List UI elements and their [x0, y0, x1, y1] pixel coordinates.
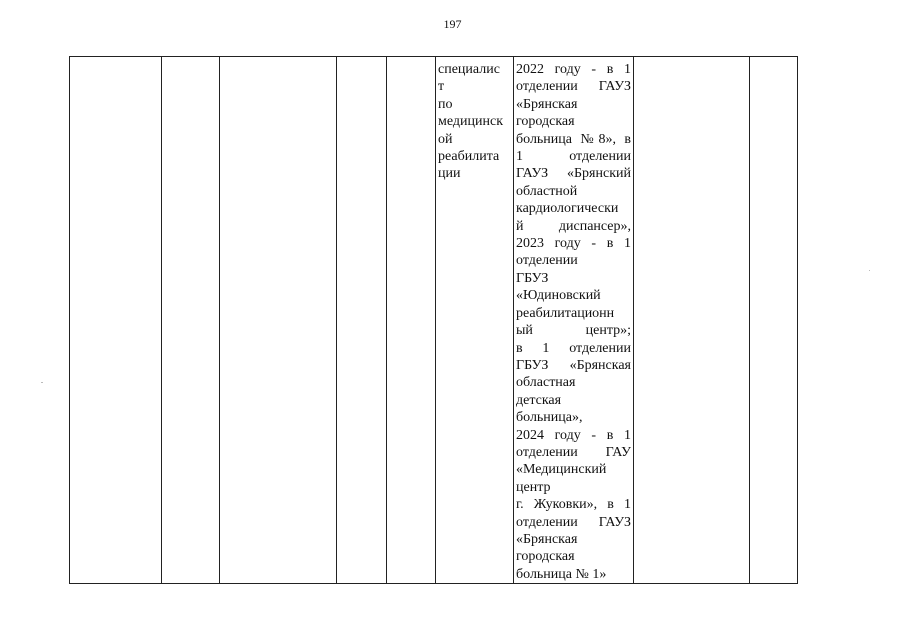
- text-line: больница»,: [516, 410, 583, 426]
- table-cell-col3: [220, 57, 337, 584]
- text-line: «Брянская: [516, 531, 578, 547]
- text-line: больница №8», в: [516, 131, 631, 147]
- text-line: областная: [516, 375, 576, 391]
- text-line: ый центр»;: [516, 323, 631, 339]
- text-line: медицинск: [438, 114, 503, 130]
- schedule-text: [514, 57, 633, 583]
- table-cell-col8: [634, 57, 750, 584]
- text-line: в 1 отделении: [516, 340, 631, 356]
- text-line: й диспансер»,: [516, 218, 631, 234]
- table-cell-col1: [70, 57, 162, 584]
- scan-speck: [41, 382, 43, 383]
- text-line: 2024 году - в 1: [516, 427, 631, 443]
- text-line: кардиологически: [516, 201, 619, 217]
- text-line: «Медицинский: [516, 462, 607, 478]
- text-line: 2023 году - в 1: [516, 236, 631, 252]
- table-cell-schedule: [514, 57, 634, 584]
- text-line: «Юдиновский: [516, 288, 601, 304]
- table-cell-col2: [162, 57, 220, 584]
- table-cell-col5: [387, 57, 436, 584]
- text-line: по: [438, 96, 453, 112]
- text-line: специалис: [438, 62, 500, 77]
- text-line: ГБУЗ «Брянская: [516, 357, 631, 373]
- text-line: 1 отделении: [516, 149, 631, 165]
- position-text: [436, 57, 513, 183]
- text-line: детская: [516, 392, 562, 408]
- text-line: ой: [438, 131, 453, 147]
- text-line: городская: [516, 114, 575, 130]
- document-table: [69, 56, 798, 584]
- text-line: 2022 году - в 1: [516, 62, 631, 77]
- text-line: больница № 1»: [516, 566, 607, 582]
- text-line: областной: [516, 183, 578, 199]
- text-line: отделении ГАУЗ: [516, 514, 631, 530]
- table-cell-position: [436, 57, 514, 584]
- text-line: центр: [516, 479, 551, 495]
- text-line: отделении ГАУЗ: [516, 79, 631, 95]
- text-line: т: [438, 79, 445, 95]
- table-cell-col9: [750, 57, 798, 584]
- page-number: 197: [443, 17, 462, 31]
- text-line: ГБУЗ: [516, 270, 549, 286]
- text-line: «Брянская: [516, 96, 578, 112]
- text-line: городская: [516, 549, 575, 565]
- text-line: ции: [438, 166, 461, 182]
- scan-speck: [869, 270, 870, 271]
- text-line: реабилитационн: [516, 305, 615, 321]
- text-line: отделении ГАУ: [516, 444, 631, 460]
- text-line: отделении: [516, 253, 578, 269]
- text-line: реабилита: [438, 149, 500, 165]
- text-line: ГАУЗ «Брянский: [516, 166, 631, 182]
- text-line: г. Жуковки», в 1: [516, 497, 631, 513]
- table-cell-col4: [337, 57, 387, 584]
